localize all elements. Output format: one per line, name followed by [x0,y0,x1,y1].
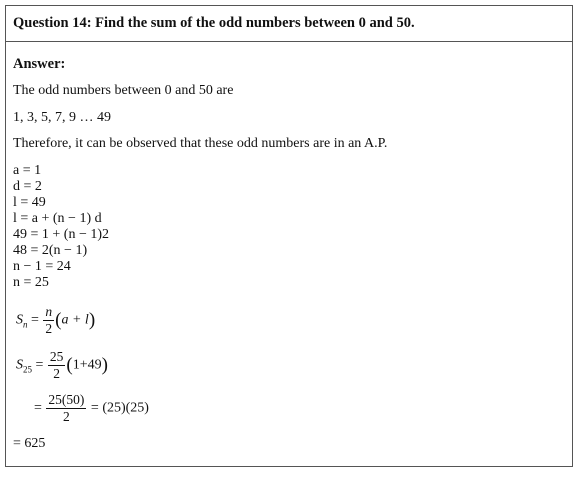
step-line: 49 = 1 + (n − 1)2 [13,227,110,242]
sum-calculation-1 [16,349,108,382]
calc1-eq: = [35,357,44,373]
close-paren: ) [88,309,96,331]
question-text: Question 14: Find the sum of the odd numbers between 0 and 50. [13,15,415,31]
calc1-lhs-sub: 25 [23,364,32,375]
calc1-denominator: 2 [53,366,61,381]
calc2-rhs: (25)(25) [102,400,149,416]
result-line: = 625 [13,436,46,451]
step-line: d = 2 [13,179,42,194]
close-paren: ) [101,354,108,376]
formula-lhs: S [16,312,23,328]
calc2-numerator: 25(50) [48,392,85,407]
question-box [5,5,573,467]
step-line: a = 1 [13,163,42,178]
calc1-lhs: S [16,357,23,373]
open-paren: ( [55,309,62,331]
sum-formula [16,304,95,337]
calc1-paren-content: 1+49 [72,357,102,373]
formula-numerator: n [45,304,53,319]
formula-eq: = [31,312,39,328]
step-line: n = 25 [13,275,49,290]
sequence-text: 1, 3, 5, 7, 9 … 49 [13,110,111,125]
step-line: l = a + (n − 1) d [13,211,102,226]
question-row [6,6,572,42]
calc1-fraction [48,349,66,382]
answer-label: Answer: [13,56,66,72]
calc2-eq2: = [90,400,99,416]
step-line: l = 49 [13,195,46,210]
calc2-fraction [46,392,86,425]
formula-paren-content: a + l [61,312,89,328]
step-line: 48 = 2(n − 1) [13,243,88,258]
sum-calculation-2 [34,392,149,425]
formula-lhs-sub: n [23,319,28,330]
intro-text: The odd numbers between 0 and 50 are [13,83,234,98]
formula-denominator: 2 [45,321,53,336]
open-paren: ( [66,354,73,376]
calc2-eq: = [34,400,42,416]
calc2-denominator: 2 [63,409,70,424]
observation-text: Therefore, it can be observed that these odd numbers are in an A.P. [13,136,388,151]
step-line: n − 1 = 24 [13,259,71,274]
formula-fraction [43,304,54,337]
calc1-numerator: 25 [49,349,64,364]
